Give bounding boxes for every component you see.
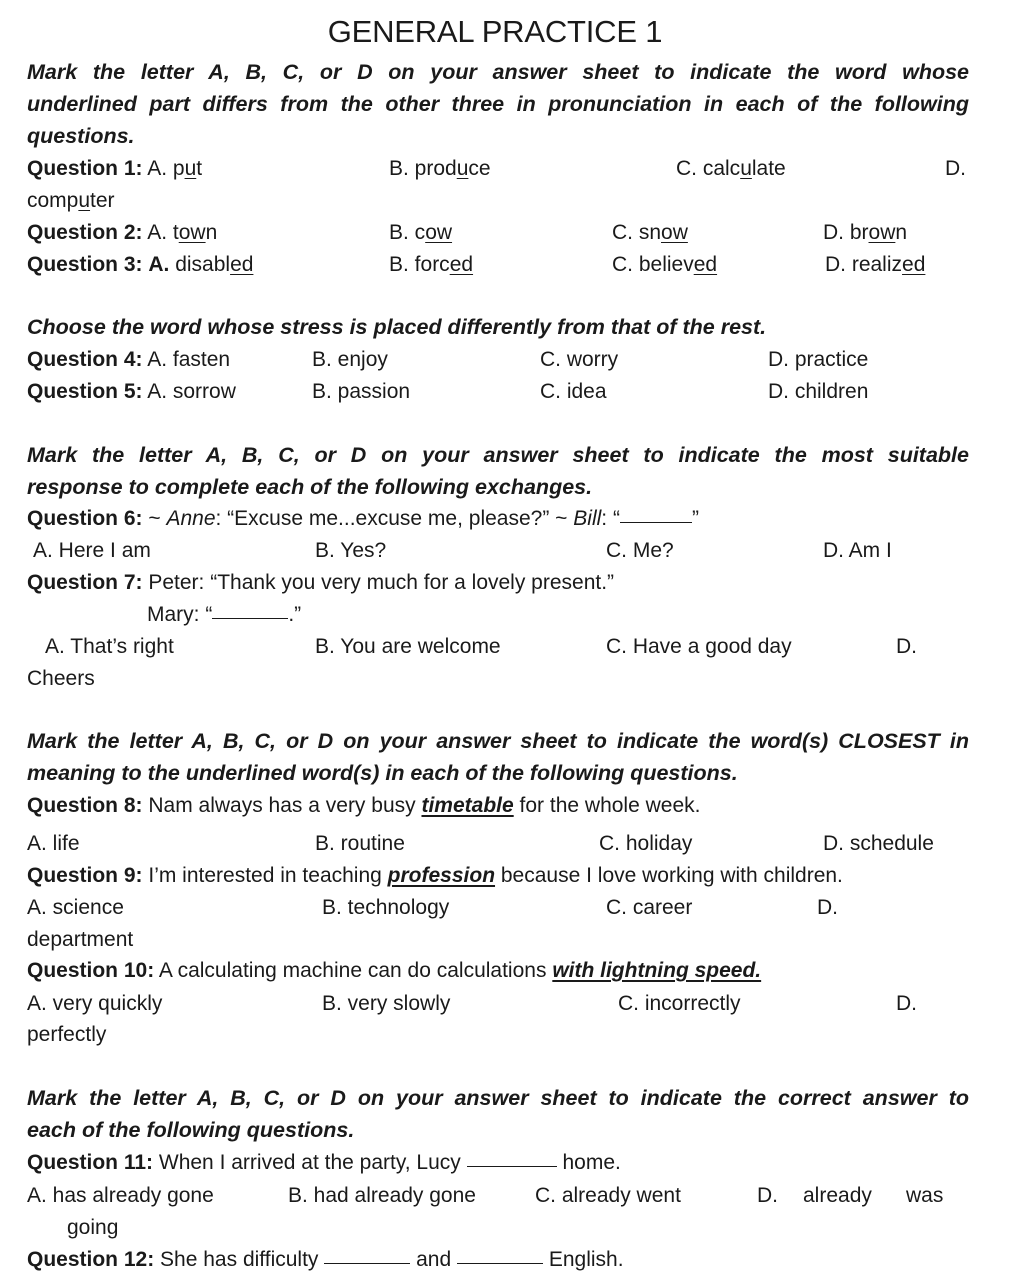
question-11-option-c[interactable]: C. already went <box>535 1184 681 1207</box>
question-label: Question 3: <box>27 253 143 276</box>
question-3-option-b[interactable]: B. forced <box>389 253 474 276</box>
instruction-stress: Choose the word whose stress is placed differently from that of the rest. <box>27 315 767 339</box>
instruction-correct-line2: each of the following questions. <box>27 1118 355 1142</box>
question-3-option-a[interactable]: Question 3: A. disabled <box>27 253 254 276</box>
question-4-option-d[interactable]: D. practice <box>768 348 869 371</box>
question-2-option-c[interactable]: C. snow <box>612 221 688 244</box>
question-5-option-b[interactable]: B. passion <box>312 380 411 403</box>
question-label: Question 4: <box>27 348 143 371</box>
instruction-correct-line1: Mark the letter A, B, C, or D on your answer sheet to indicate the correct answer to <box>27 1086 969 1110</box>
question-10-option-b[interactable]: B. very slowly <box>322 992 451 1015</box>
question-10-option-d-word[interactable]: perfectly <box>27 1023 107 1046</box>
instruction-pronunciation-line2: underlined part differs from the other three in pronunciation in each of the following <box>27 92 969 116</box>
question-1-option-d-word[interactable]: computer <box>27 189 115 212</box>
question-4-option-c[interactable]: C. worry <box>540 348 619 371</box>
answer-blank <box>324 1262 410 1264</box>
question-7-option-b[interactable]: B. You are welcome <box>315 635 501 658</box>
question-label: Question 11: <box>27 1151 154 1174</box>
question-9-option-c[interactable]: C. career <box>606 896 693 919</box>
question-4-option-b[interactable]: B. enjoy <box>312 348 388 371</box>
question-1-option-b[interactable]: B. produce <box>389 157 491 180</box>
question-4-option-a[interactable]: Question 4: A. fasten <box>27 348 231 371</box>
answer-blank <box>457 1262 543 1264</box>
question-11-option-b[interactable]: B. had already gone <box>288 1184 476 1207</box>
question-10-option-c[interactable]: C. incorrectly <box>618 992 741 1015</box>
question-label: Question 8: <box>27 794 143 817</box>
question-12-stem: Question 12: She has difficulty and English. <box>27 1248 624 1271</box>
question-label: Question 1: <box>27 157 143 180</box>
question-2-option-b[interactable]: B. cow <box>389 221 453 244</box>
question-label: Question 10: <box>27 959 155 982</box>
question-5-option-d[interactable]: D. children <box>768 380 869 403</box>
question-7-stem: Question 7: Peter: “Thank you very much for a lovely present.” <box>27 571 615 594</box>
answer-blank <box>212 617 288 619</box>
question-11-option-d-word3[interactable]: going <box>67 1216 119 1239</box>
question-11-option-d-word2[interactable]: was <box>906 1184 944 1207</box>
question-5-option-a[interactable]: Question 5: A. sorrow <box>27 380 236 403</box>
question-10-option-a[interactable]: A. very quickly <box>27 992 163 1015</box>
answer-blank <box>620 521 692 523</box>
question-9-option-d-letter[interactable]: D. <box>817 896 838 919</box>
question-11-option-d-word1[interactable]: already <box>803 1184 872 1207</box>
instruction-pronunciation-line3: questions. <box>27 124 135 148</box>
question-5-option-c[interactable]: C. idea <box>540 380 607 403</box>
question-label: Question 2: <box>27 221 143 244</box>
question-7-option-a[interactable]: A. That’s right <box>45 635 174 658</box>
question-7-option-d-letter[interactable]: D. <box>896 635 917 658</box>
question-label: Question 6: <box>27 507 143 530</box>
question-8-option-a[interactable]: A. life <box>27 832 80 855</box>
question-11-option-d-letter[interactable]: D. <box>757 1184 778 1207</box>
instruction-response-line2: response to complete each of the following exchanges. <box>27 475 593 499</box>
question-6-option-c[interactable]: C. Me? <box>606 539 674 562</box>
underlined-keyword: with lightning speed. <box>552 959 762 982</box>
question-11-stem: Question 11: When I arrived at the party, Lucy home. <box>27 1151 621 1174</box>
question-11-option-a[interactable]: A. has already gone <box>27 1184 214 1207</box>
question-7-option-d-word[interactable]: Cheers <box>27 667 95 690</box>
question-2-option-a[interactable]: Question 2: A. town <box>27 221 218 244</box>
question-10-option-d-letter[interactable]: D. <box>896 992 917 1015</box>
question-7-reply: Mary: “ .” <box>147 603 302 626</box>
question-label: Question 9: <box>27 864 143 887</box>
page-title: GENERAL PRACTICE 1 <box>327 14 663 49</box>
question-8-stem: Question 8: Nam always has a very busy timetable for the whole week. <box>27 794 701 817</box>
answer-blank <box>467 1165 557 1167</box>
question-1-option-d-letter[interactable]: D. <box>945 157 966 180</box>
question-8-option-b[interactable]: B. routine <box>315 832 405 855</box>
question-3-option-d[interactable]: D. realized <box>825 253 926 276</box>
instruction-closest-line1: Mark the letter A, B, C, or D on your answer sheet to indicate the word(s) CLOSEST in <box>27 729 969 753</box>
question-1-option-a[interactable]: Question 1: A. put <box>27 157 203 180</box>
instruction-pronunciation-line1: Mark the letter A, B, C, or D on your answer sheet to indicate the word whose <box>27 60 969 84</box>
question-6-option-a[interactable]: A. Here I am <box>33 539 151 562</box>
question-9-stem: Question 9: I’m interested in teaching profession because I love working with children. <box>27 864 843 887</box>
question-6-stem: Question 6: ~ Anne: “Excuse me...excuse me, please?” ~ Bill: “ ” <box>27 507 699 530</box>
question-9-option-d-word[interactable]: department <box>27 928 134 951</box>
instruction-response-line1: Mark the letter A, B, C, or D on your answer sheet to indicate the most suitable <box>27 443 969 467</box>
question-8-option-d[interactable]: D. schedule <box>823 832 934 855</box>
underlined-keyword: timetable <box>421 794 514 817</box>
question-8-option-c[interactable]: C. holiday <box>599 832 693 855</box>
question-1-option-c[interactable]: C. calculate <box>676 157 786 180</box>
question-3-option-c[interactable]: C. believed <box>612 253 718 276</box>
question-label: Question 7: <box>27 571 143 594</box>
instruction-closest-line2: meaning to the underlined word(s) in each of the following questions. <box>27 761 738 785</box>
question-9-option-b[interactable]: B. technology <box>322 896 450 919</box>
question-6-option-d[interactable]: D. Am I <box>823 539 892 562</box>
question-label: Question 12: <box>27 1248 155 1271</box>
underlined-keyword: profession <box>387 864 496 887</box>
question-10-stem: Question 10: A calculating machine can do calculations with lightning speed. <box>27 959 762 982</box>
question-9-option-a[interactable]: A. science <box>27 896 124 919</box>
question-6-option-b[interactable]: B. Yes? <box>315 539 387 562</box>
question-7-option-c[interactable]: C. Have a good day <box>606 635 792 658</box>
question-2-option-d[interactable]: D. brown <box>823 221 908 244</box>
question-label: Question 5: <box>27 380 143 403</box>
